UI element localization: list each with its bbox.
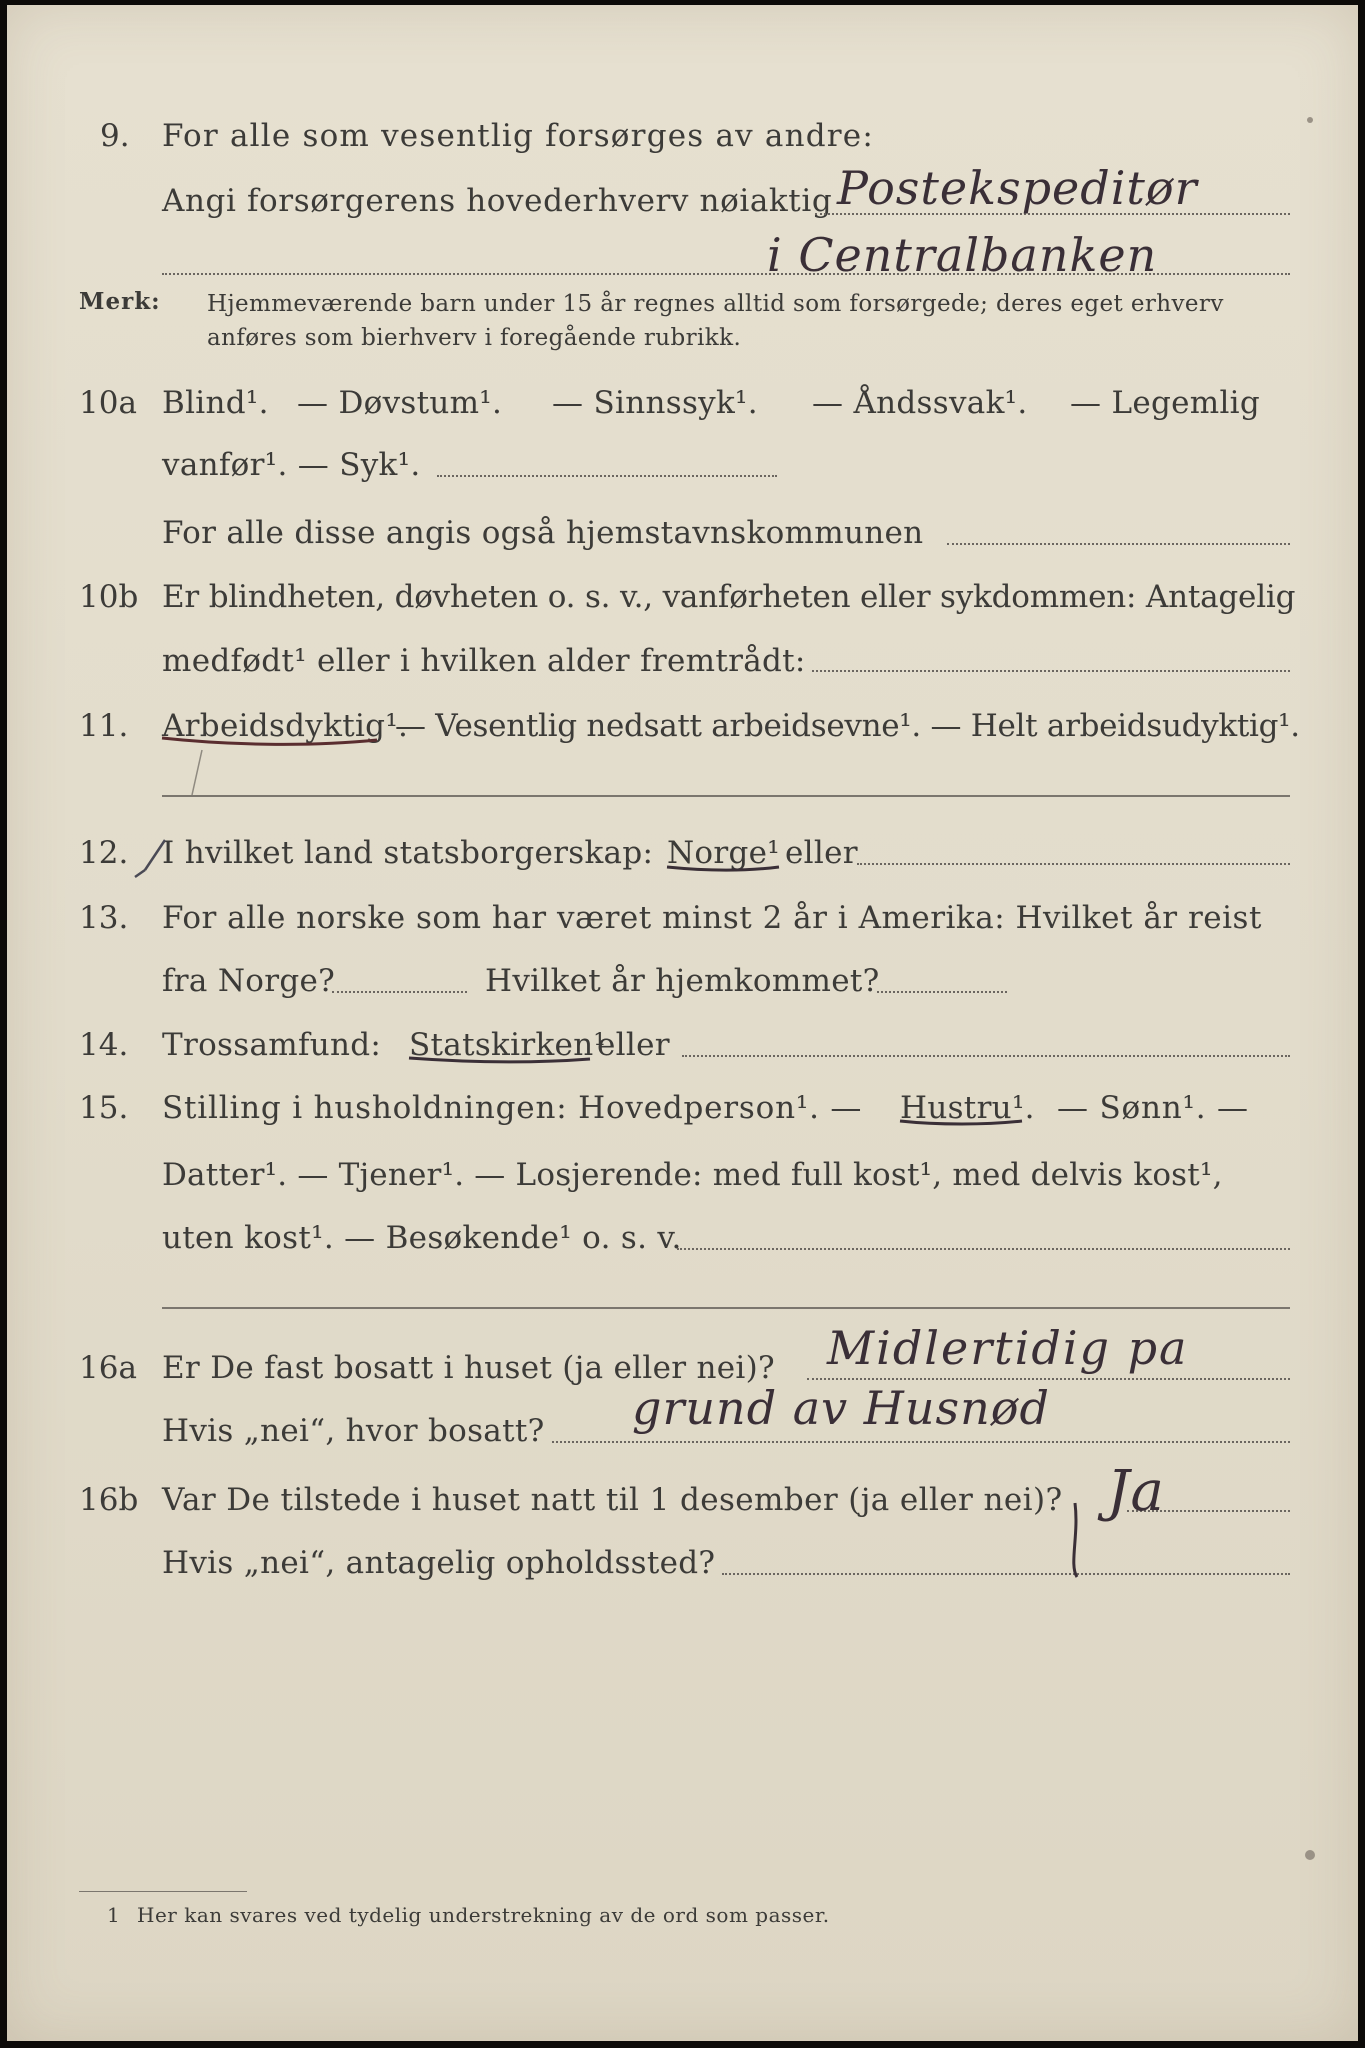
- q9-handwritten-answer2: i Centralbanken: [767, 228, 1158, 282]
- footnote-text: Her kan svares ved tydelig understrekning av de ord som passer.: [137, 1903, 830, 1927]
- q12-prefix: I hvilket land statsborgerskap:: [162, 835, 654, 871]
- q16b-number: 16b: [79, 1482, 139, 1518]
- q10a-legemlig: — Legemlig: [1070, 385, 1261, 421]
- q10b-line2: medfødt¹ eller i hvilken alder fremtrådt:: [162, 643, 806, 679]
- q10a-line2: vanfør¹. — Syk¹.: [162, 447, 421, 483]
- q10b-line1: Er blindheten, døvheten o. s. v., vanførheten eller sykdommen: Antagelig: [162, 579, 1296, 615]
- q15-line1b: — Sønn¹. —: [1057, 1090, 1249, 1126]
- q9-handwritten-answer1: Postekspeditør: [837, 161, 1198, 215]
- merk-line2: anføres som bierhverv i foregående rubrikk.: [207, 325, 742, 351]
- q10a-blind: Blind¹.: [162, 385, 269, 421]
- q9-line1: For alle som vesentlig forsørges av andre:: [162, 118, 874, 154]
- q16a-line1: Er De fast bosatt i huset (ja eller nei)?: [162, 1350, 775, 1386]
- q15-line2: Datter¹. — Tjener¹. — Losjerende: med full kost¹, med delvis kost¹,: [162, 1157, 1223, 1193]
- q13-line2a: fra Norge?: [162, 963, 336, 999]
- q12-suffix: eller: [785, 835, 858, 871]
- q10a-number: 10a: [79, 385, 137, 421]
- merk-line1: Hjemmeværende barn under 15 år regnes alltid som forsørgede; deres eget erhverv: [207, 291, 1224, 317]
- q10a-sinnssyk: — Sinnssyk¹.: [552, 385, 758, 421]
- q12-number: 12.: [79, 835, 129, 871]
- q14-suffix: eller: [597, 1027, 670, 1063]
- q15-opt-hustru: Hustru¹.: [900, 1090, 1035, 1126]
- q14-opt-statskirken: Statskirken¹: [409, 1027, 607, 1063]
- q15-number: 15.: [79, 1090, 129, 1126]
- q14-number: 14.: [79, 1027, 129, 1063]
- q16b-line2: Hvis „nei“, antagelig opholdssted?: [162, 1545, 716, 1581]
- q10a-line3: For alle disse angis også hjemstavnskommunen: [162, 515, 924, 551]
- census-form-page: [7, 5, 1358, 2041]
- q10a-dovstum: — Døvstum¹.: [297, 385, 503, 421]
- handwritten-marks: [7, 5, 1358, 2041]
- pencil-tick-11: [192, 750, 202, 795]
- underline-statskirken: [409, 1058, 590, 1062]
- q15-line1a: Stilling i husholdningen: Hovedperson¹. —: [162, 1090, 863, 1126]
- q11-opt-arbeidsdyktig: Arbeidsdyktig¹.: [162, 708, 409, 744]
- q13-line1: For alle norske som har været minst 2 år i Amerika: Hvilket år reist: [162, 900, 1262, 936]
- q16b-line1: Var De tilstede i huset natt til 1 desember (ja eller nei)?: [162, 1482, 1063, 1518]
- underline-arbeidsdyktig: [162, 738, 377, 744]
- q11-number: 11.: [79, 708, 129, 744]
- q13-line2b: Hvilket år hjemkommet?: [485, 963, 880, 999]
- q16b-answer-stroke: [1074, 1503, 1077, 1577]
- q16a-handwritten-answer2: grund av Husnød: [632, 1381, 1050, 1435]
- underline-hustru: [900, 1121, 1022, 1124]
- q16a-handwritten-answer1: Midlertidig pa: [827, 1321, 1189, 1375]
- footnote-mark: 1: [107, 1903, 121, 1927]
- underline-norge: [667, 867, 779, 870]
- q12-opt-norge: Norge¹: [667, 835, 781, 871]
- q14-prefix: Trossamfund:: [162, 1027, 382, 1063]
- q10b-number: 10b: [79, 579, 139, 615]
- q10a-andssvak: — Åndssvak¹.: [812, 385, 1028, 421]
- q13-number: 13.: [79, 900, 129, 936]
- q9-line2: Angi forsørgerens hovederhverv nøiaktig: [162, 183, 833, 219]
- merk-label: Merk:: [79, 288, 161, 315]
- q11-rest: — Vesentlig nedsatt arbeidsevne¹. — Helt arbeidsudyktig¹.: [395, 708, 1300, 744]
- q16a-number: 16a: [79, 1350, 137, 1386]
- q9-number: 9.: [100, 118, 130, 154]
- checkmark-12: [135, 840, 165, 877]
- q16b-handwritten-answer: Ja: [1107, 1459, 1165, 1524]
- q16a-line2: Hvis „nei“, hvor bosatt?: [162, 1413, 545, 1449]
- q15-line3: uten kost¹. — Besøkende¹ o. s. v.: [162, 1220, 682, 1256]
